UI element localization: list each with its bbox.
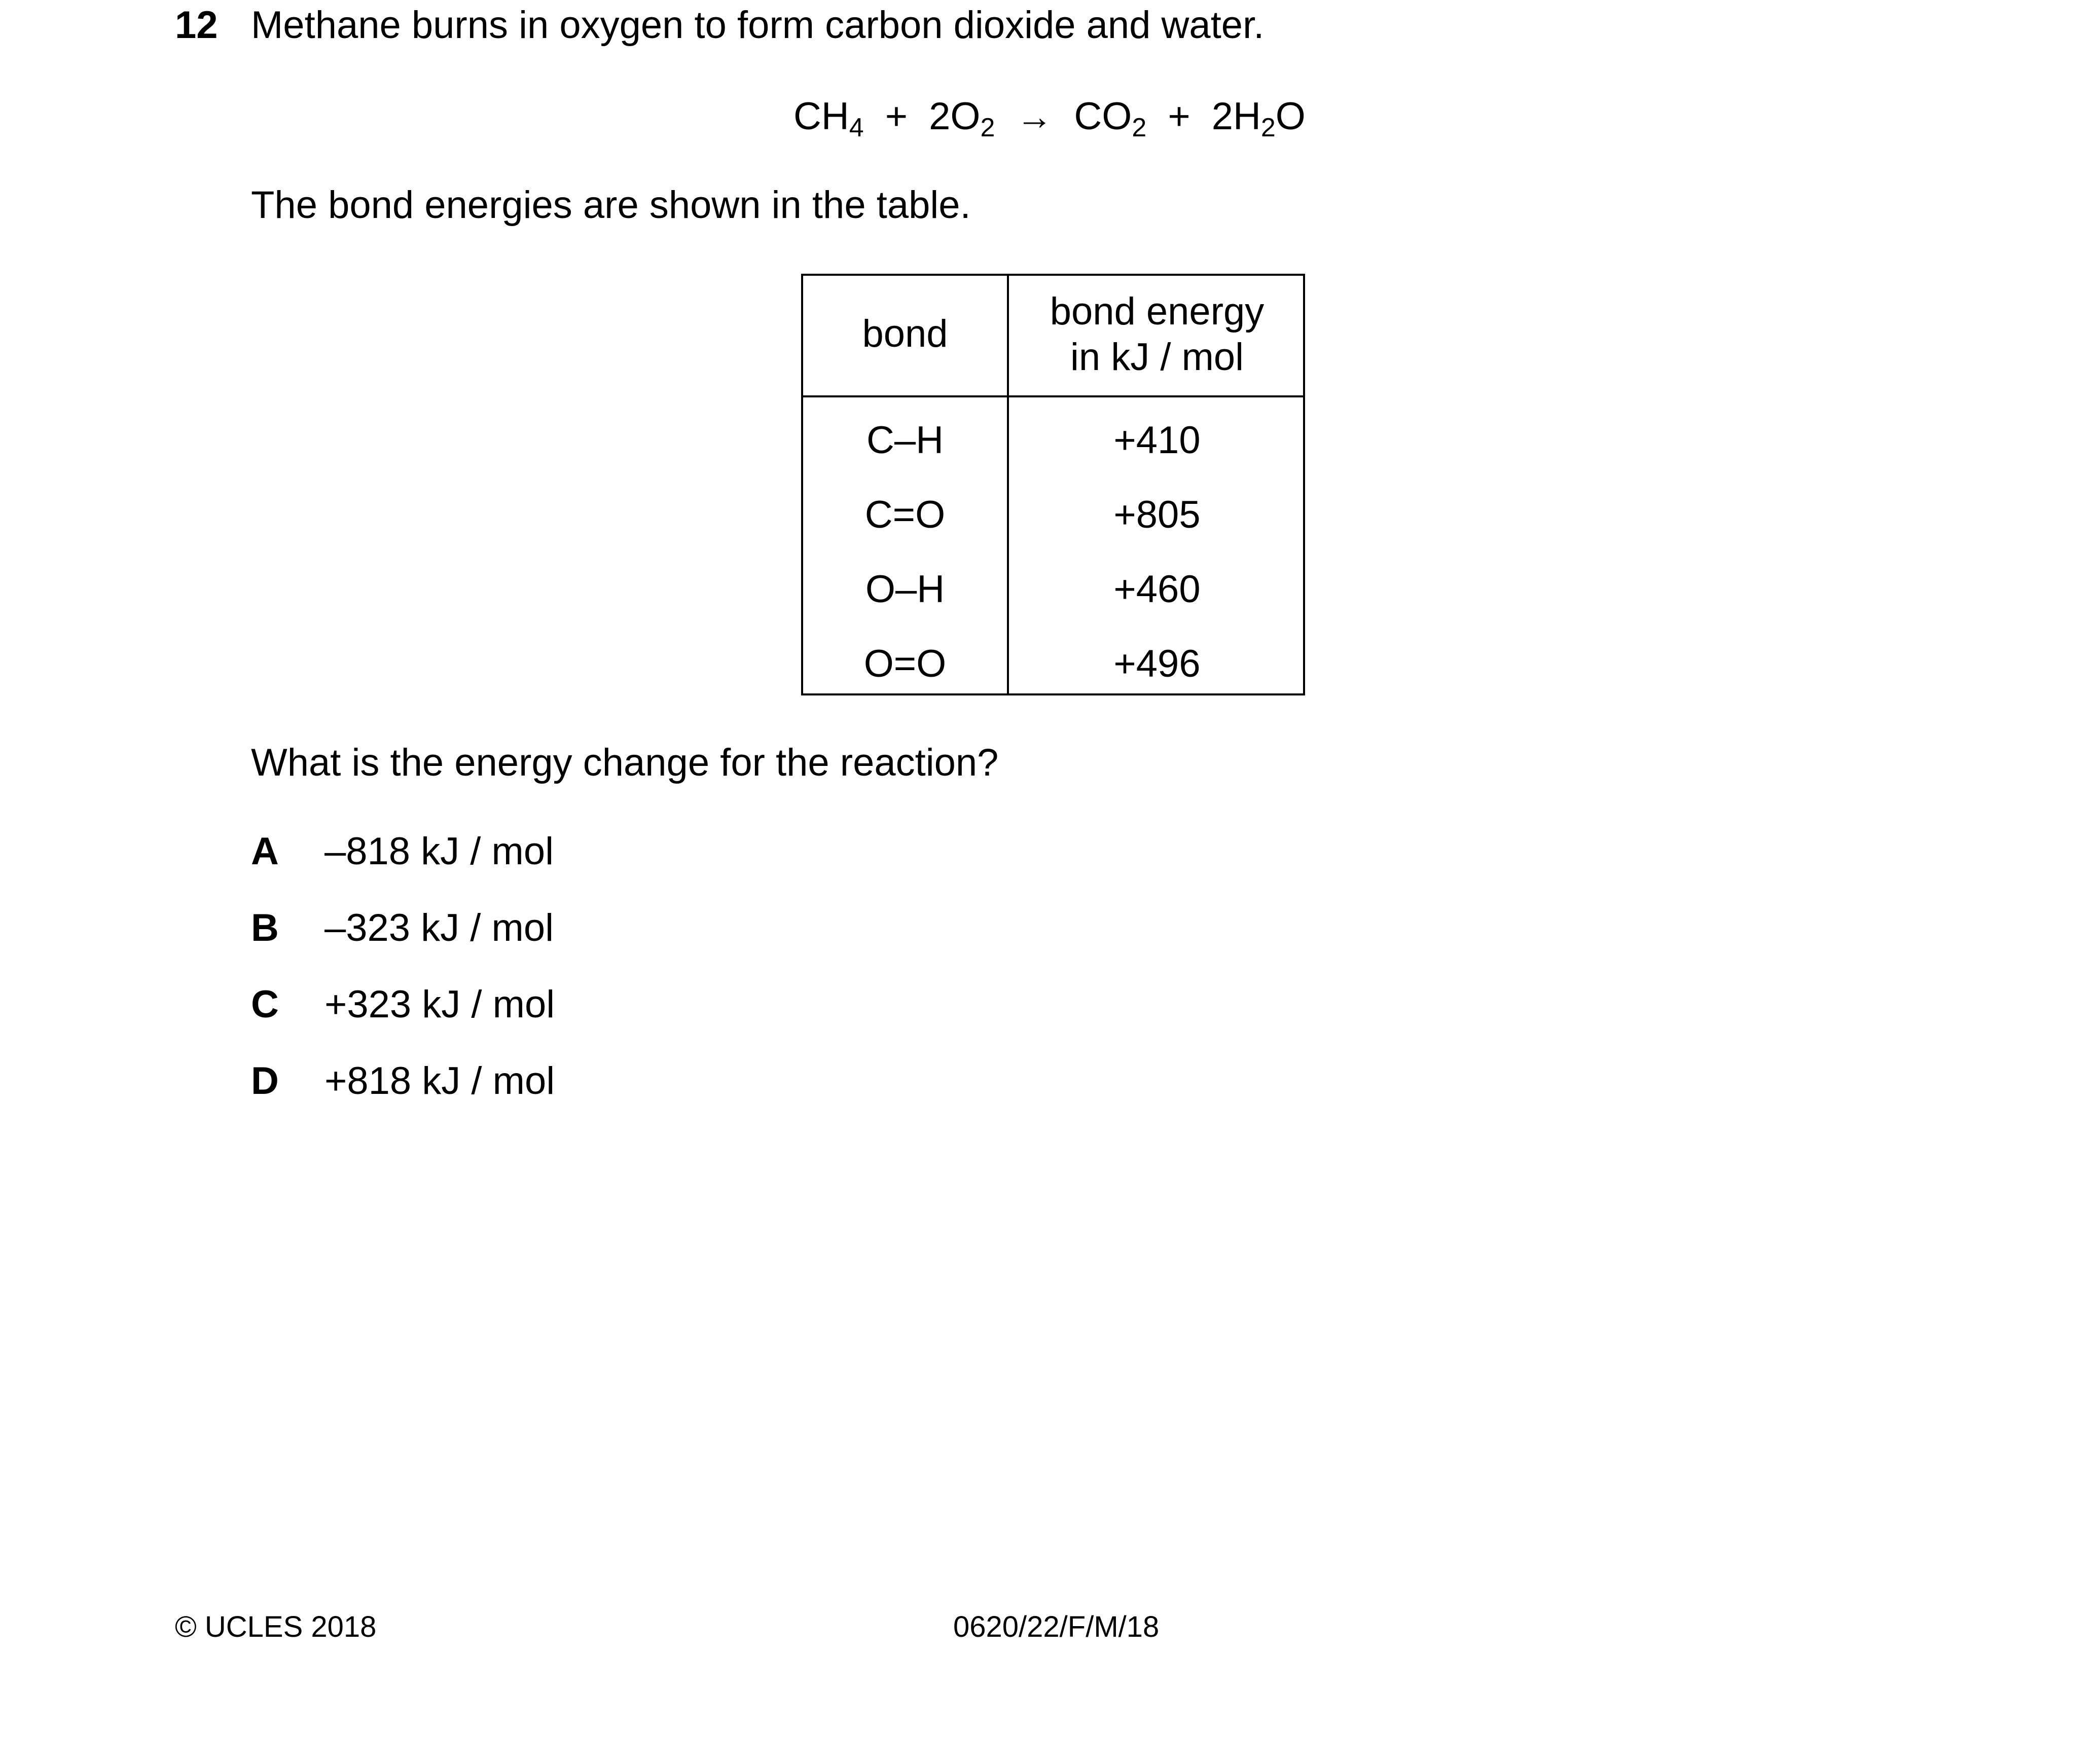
option-value: –818 kJ / mol <box>324 830 554 873</box>
option-letter: A <box>251 830 279 873</box>
table-header-bond: bond <box>862 312 948 355</box>
footer-paper-code: 0620/22/F/M/18 <box>953 1610 1160 1643</box>
table-cell-energy: +805 <box>1113 493 1201 536</box>
table-header-divider <box>803 395 1303 397</box>
option-letter: D <box>251 1059 279 1102</box>
option-value: +818 kJ / mol <box>324 1059 555 1102</box>
table-cell-energy: +496 <box>1113 642 1201 685</box>
answer-option-d[interactable] <box>251 1058 555 1104</box>
answer-option-a[interactable] <box>251 829 554 874</box>
footer-copyright: © UCLES 2018 <box>175 1610 377 1643</box>
table-cell-bond: C=O <box>864 493 946 536</box>
table-cell-bond: O–H <box>865 568 945 611</box>
table-cell-energy: +460 <box>1113 568 1201 611</box>
option-letter: C <box>251 983 279 1026</box>
equation-plus: + <box>885 95 908 138</box>
equation-plus: + <box>1168 95 1190 138</box>
equation-reactant-methane: $CH_4$ <box>793 95 864 142</box>
bond-energy-table <box>801 274 1305 695</box>
equation-product-carbon-dioxide: $CO_2$ <box>1074 95 1147 142</box>
option-value: +323 kJ / mol <box>324 983 555 1026</box>
table-cell-energy: +410 <box>1113 419 1201 462</box>
table-cell-bond: C–H <box>866 419 944 462</box>
table-header-bond-energy: bond energy in kJ / mol <box>1050 290 1265 379</box>
equation-product-water: $2H_2O$ <box>1211 95 1306 142</box>
answer-option-c[interactable] <box>251 982 555 1027</box>
question-prompt: What is the energy change for the reaction? <box>251 741 999 784</box>
table-intro: The bond energies are shown in the table. <box>251 183 971 227</box>
chemical-equation <box>793 94 1306 140</box>
reaction-arrow-icon: → <box>1016 97 1053 137</box>
question-number: 12 <box>175 4 218 47</box>
answer-option-b[interactable] <box>251 905 554 951</box>
equation-reactant-oxygen: $2O_2$ <box>929 95 995 142</box>
question-stem: Methane burns in oxygen to form carbon dioxide and water. <box>251 4 1265 47</box>
table-cell-bond: O=O <box>863 642 947 685</box>
option-value: –323 kJ / mol <box>324 906 554 949</box>
option-letter: B <box>251 906 279 949</box>
